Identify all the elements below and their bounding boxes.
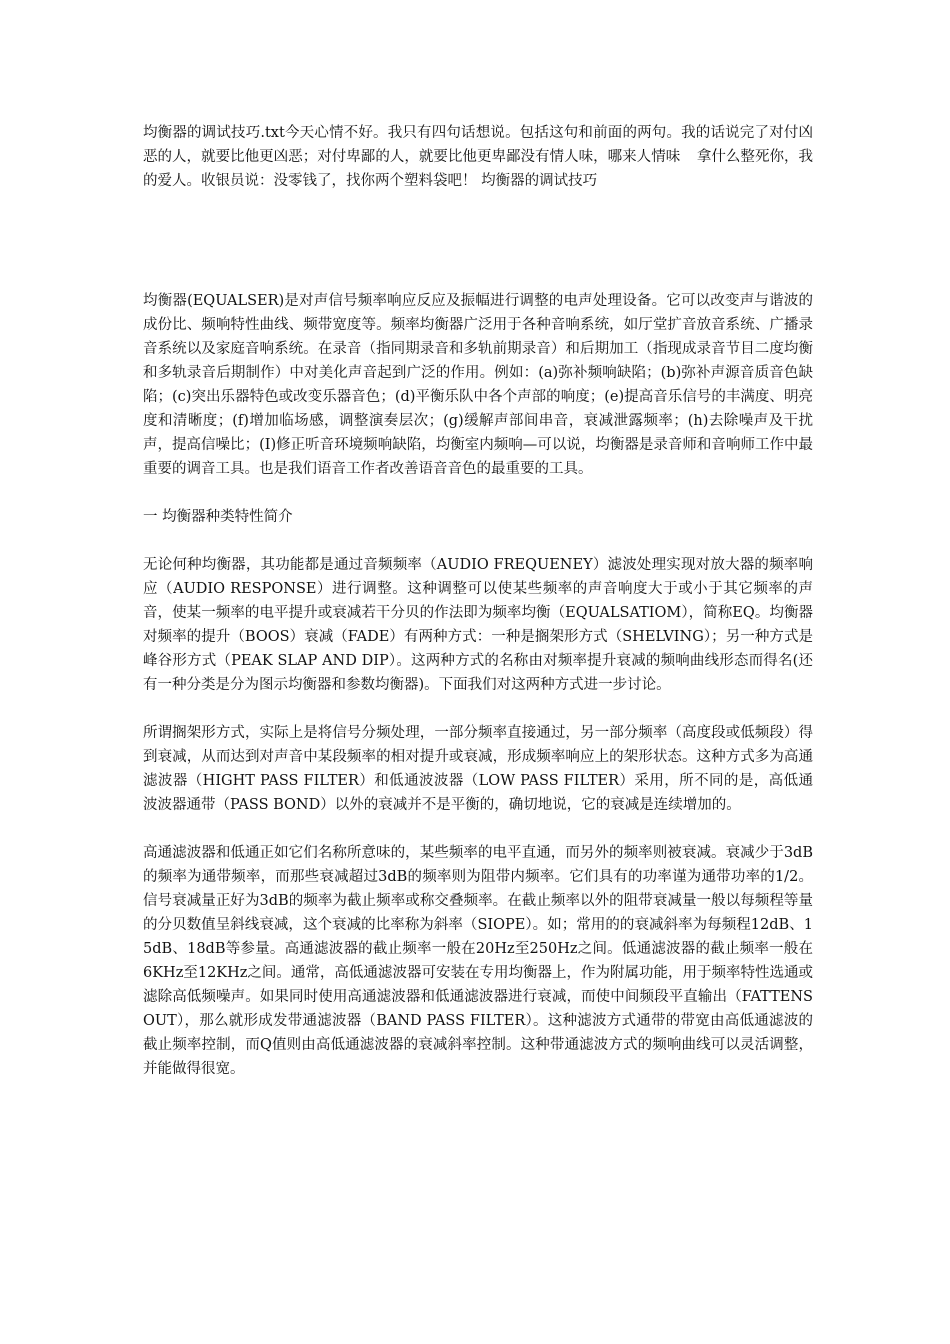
filter-paragraph: 高通滤波器和低通正如它们名称所意味的，某些频率的电平直通，而另外的频率则被衰减。衰减少于3dB的频率为通带频率，而那些衰减超过3dB的频率则为阻带内频率。它们具有的功率谨为通带功率的1/2。信号衰减量正好为3dB的频率为截止频率或称交叠频率。在截止频率以外的阻带衰减量一般以每频程等量的分贝数值呈斜线衰减，这个衰减的比率称为斜率（SIOPE）。如；常用的的衰减斜率为每频程12dB、15dB、18dB等参量。高通滤波器的截止频率一般在20Hz至250Hz之间。低通滤波器的截止频率一般在6KHz至12KHz之间。通常，高低通滤波器可安装在专用均衡器上，作为附属功能，用于频率特性选通或滤除高低频噪声。如果同时使用高通滤波器和低通滤波器进行衰减，而使中间频段平直输出（FATTENS OUT），那么就形成发带通滤波器（BAND PASS FILTER）。这种滤波方式通带的带宽由高低通滤波的截止频率控制，而Q值则由高低通滤波器的衰减斜率控制。这种带通滤波方式的频响曲线可以灵活调整，并能做得很宽。 — [143, 845, 818, 1077]
section-heading: 一 均衡器种类特性简介 — [143, 509, 293, 525]
shelving-paragraph: 所谓搁架形方式，实际上是将信号分频处理，一部分频率直接通过，另一部分频率（高度段或低频段）得到衰减，从而达到对声音中某段频率的相对提升或衰减，形成频率响应上的架形状态。这种方式多为高通滤波器（HIGHT PASS FILTER）和低通波波器（LOW PASS FILTER）采用，所不同的是，高低通波波器通带（PASS BOND）以外的衰减并不是平衡的，确切地说，它的衰减是连续增加的。 — [143, 725, 813, 813]
intro-paragraph: 均衡器的调试技巧.txt今天心情不好。我只有四句话想说。包括这句和前面的两句。我的话说完了对付凶恶的人，就要比他更凶恶；对付卑鄙的人，就要比他更卑鄙没有情人味，哪来人情味 拿什么整死你，我的爱人。收银员说：没零钱了，找你两个塑料袋吧！ 均衡器的调试技巧 — [143, 125, 813, 189]
equalizer-definition-paragraph: 均衡器(EQUALSER)是对声信号频率响应反应及振幅进行调整的电声处理设备。它可以改变声与谐波的成份比、频响特性曲线、频带宽度等。频率均衡器广泛用于各种音响系统，如厅堂扩音放音系统、广播录音系统以及家庭音响系统。在录音（指同期录音和多轨前期录音）和后期加工（指现成录音节目二度均衡和多轨录音后期制作）中对美化声音起到广泛的作用。例如：(a)弥补频响缺陷；(b)弥补声源音质音色缺陷；(c)突出乐器特色或改变乐器音色；(d)平衡乐队中各个声部的响度；(e)提高音乐信号的丰满度、明亮度和清晰度；(f)增加临场感，调整演奏层次；(g)缓解声部间串音，衰减泄露频率；(h)去除噪声及干扰声，提高信噪比；(I)修正听音环境频响缺陷，均衡室内频响—可以说，均衡器是录音师和音响师工作中最重要的调音工具。也是我们语音工作者改善语音音色的最重要的工具。 — [143, 293, 813, 477]
document-page — [143, 121, 818, 1081]
equalizer-function-paragraph: 无论何种均衡器，其功能都是通过音频频率（AUDIO FREQUENEY）滤波处理实现对放大器的频率响应（AUDIO RESPONSE）进行调整。这种调整可以使某些频率的声音响度大于或小于其它频率的声音，使某一频率的电平提升或衰减若干分贝的作法即为频率均衡（EQUALSATIOM），简称EQ。均衡器对频率的提升（BOOS）衰减（FADE）有两种方式：一种是搁架形方式（SHELVING）；另一种方式是峰谷形方式（PEAK SLAP AND DIP）。这两种方式的名称由对频率提升衰减的频响曲线形态而得名(还有一种分类是分为图示均衡器和参数均衡器)。下面我们对这两种方式进一步讨论。 — [143, 557, 813, 693]
